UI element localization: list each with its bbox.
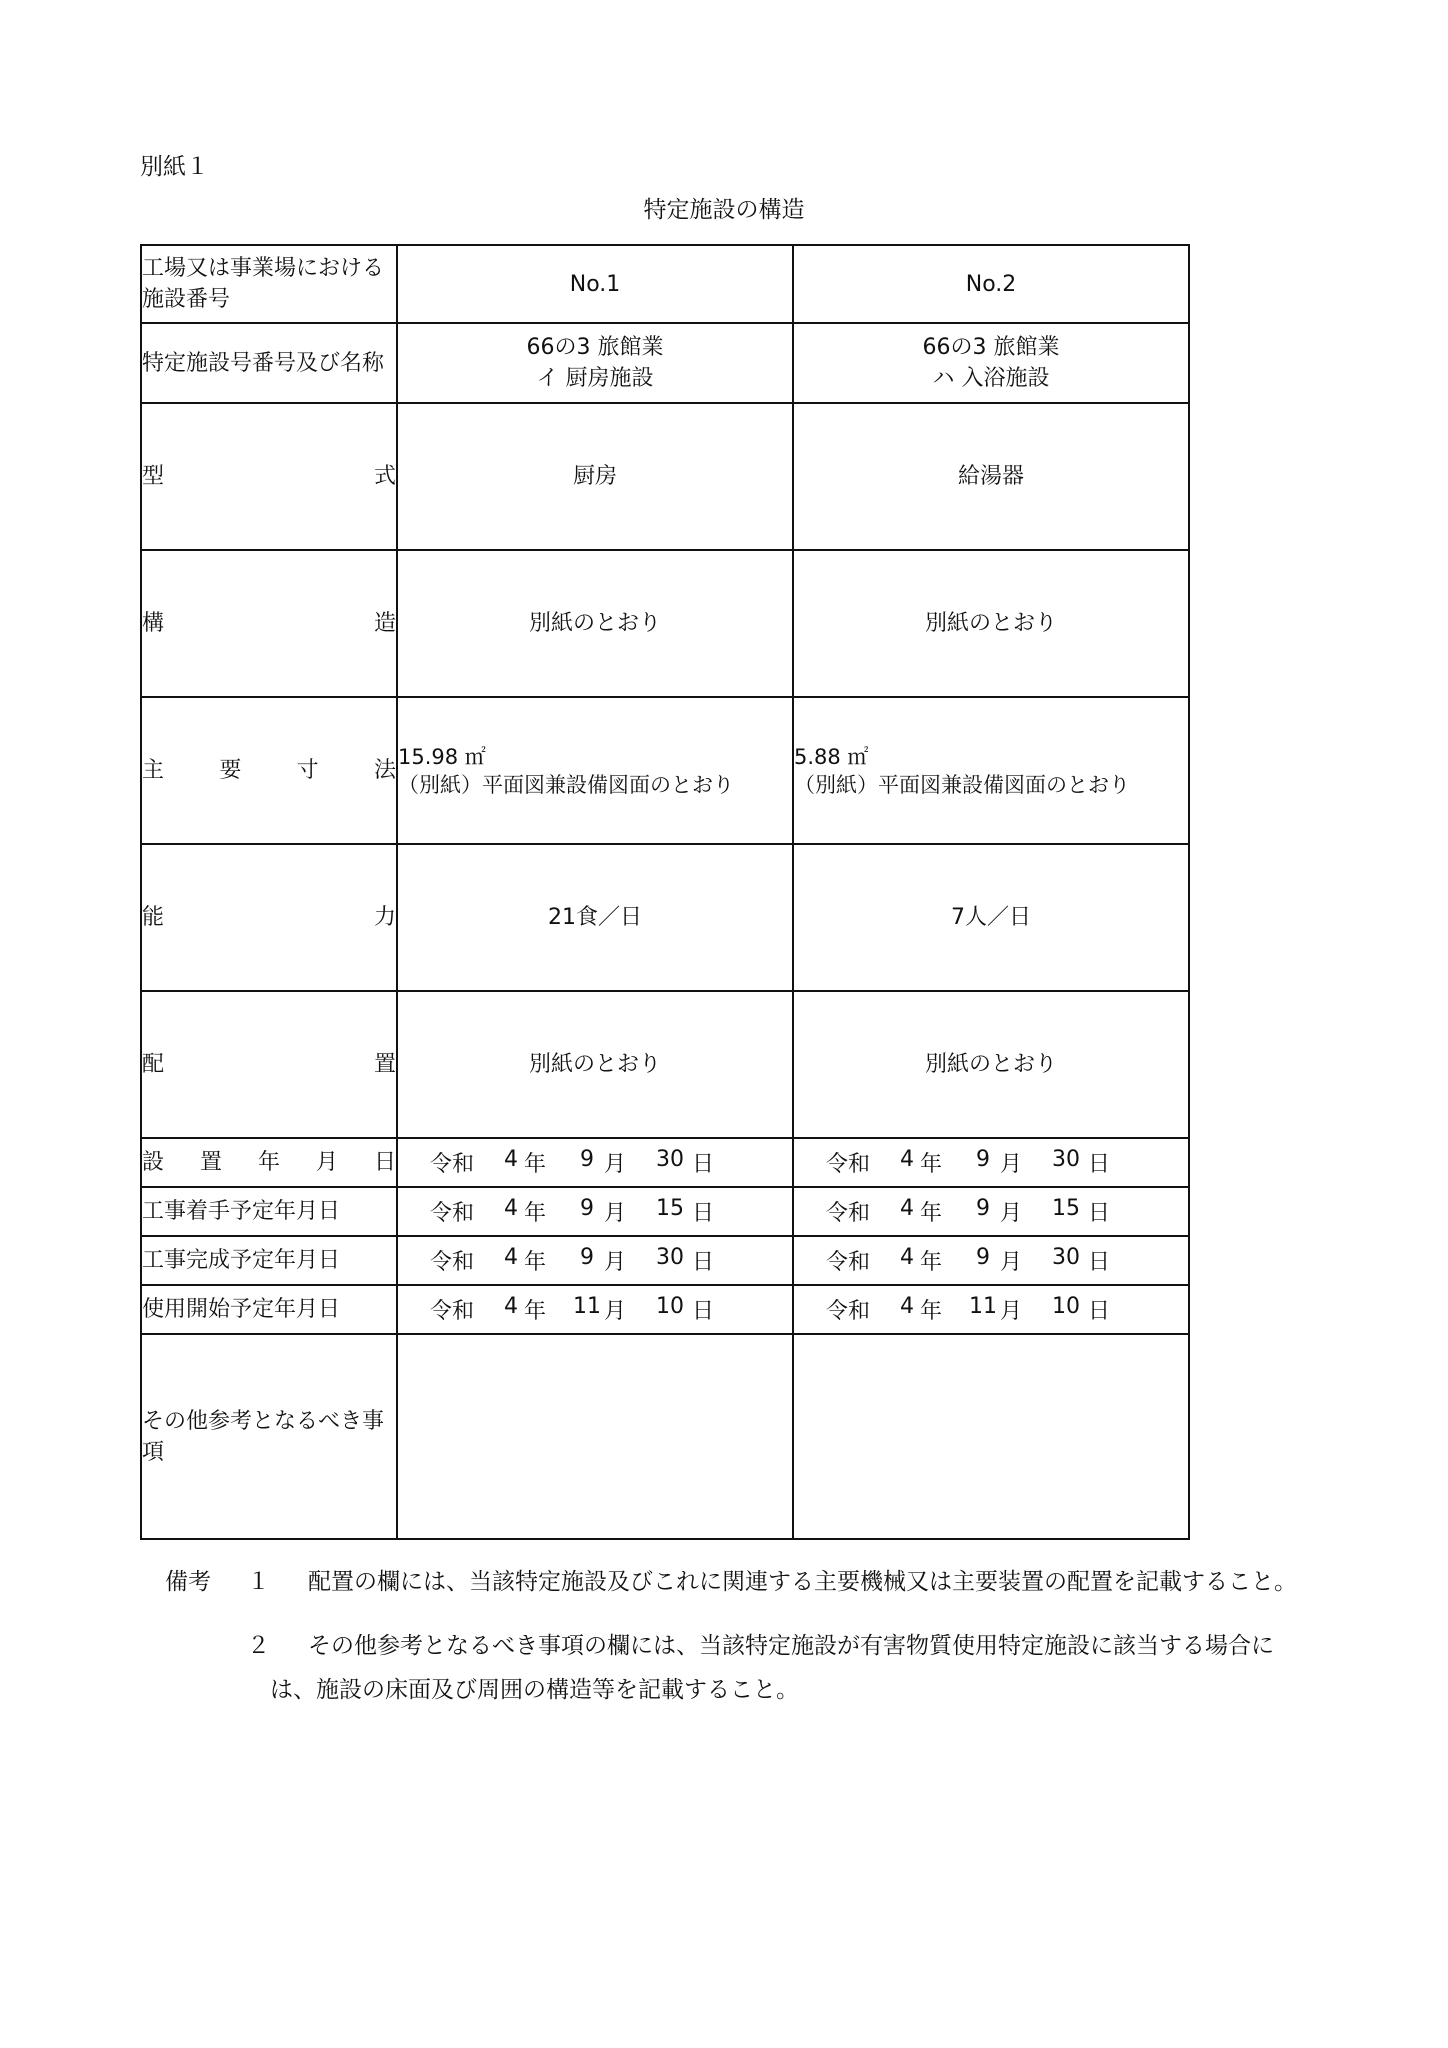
use-start-no1: [397, 1285, 793, 1334]
table-row-layout: [141, 991, 1189, 1138]
date-era: 令和: [826, 1201, 871, 1226]
remarks-heading: 備考: [165, 1569, 211, 1595]
type-no2: 給湯器: [793, 403, 1189, 550]
dimensions-label-char: 要: [219, 758, 242, 783]
structure-label-char: 構: [142, 611, 165, 636]
table-row-dimensions: [141, 697, 1189, 844]
type-label: [141, 403, 397, 550]
remark-item: [165, 1560, 1315, 1604]
install-date-label: [141, 1138, 397, 1187]
date-value: [794, 1147, 1188, 1178]
date-value: [398, 1294, 792, 1325]
dimensions-no2: [793, 697, 1189, 844]
dimensions-no1-area: 15.98 ㎡: [398, 744, 486, 769]
date-value: [398, 1147, 792, 1178]
dimensions-no2-note: （別紙）平面図兼設備図面のとおり: [794, 772, 1130, 797]
other-label: その他参考となるべき事項: [141, 1334, 397, 1539]
column-no1-header: No.1: [397, 245, 793, 323]
work-start-no1: [397, 1187, 793, 1236]
facility-name-no1-line1: 66の3 旅館業: [526, 335, 664, 360]
document-title: 特定施設の構造: [643, 197, 805, 223]
date-month: 11: [573, 1294, 601, 1319]
date-year-unit: 年: [920, 1152, 943, 1177]
date-month: 9: [580, 1147, 594, 1172]
date-day-unit: 日: [692, 1201, 715, 1226]
table-row-other: [141, 1334, 1189, 1539]
type-label-char: 型: [142, 464, 165, 489]
date-day: 30: [656, 1147, 684, 1172]
remark-number: ２: [247, 1633, 270, 1659]
install-date-label-char: 設: [142, 1150, 165, 1175]
layout-label-char: 配: [142, 1052, 165, 1077]
date-year-unit: 年: [524, 1201, 547, 1226]
date-year: 4: [504, 1147, 518, 1172]
dimensions-label-char: 法: [373, 758, 396, 783]
date-month-unit: 月: [1000, 1299, 1023, 1324]
type-label-char: 式: [373, 464, 396, 489]
date-era: 令和: [826, 1250, 871, 1275]
facility-name-no2-line2: ハ 入浴施設: [932, 366, 1050, 391]
structure-no2: 別紙のとおり: [793, 550, 1189, 697]
date-month-unit: 月: [604, 1299, 627, 1324]
date-month-unit: 月: [604, 1201, 627, 1226]
install-date-label-char: 日: [373, 1150, 396, 1175]
date-year-unit: 年: [920, 1250, 943, 1275]
install-date-label-char: 置: [199, 1150, 222, 1175]
date-month-unit: 月: [1000, 1152, 1023, 1177]
date-day: 30: [1052, 1245, 1080, 1270]
install-date-no2: [793, 1138, 1189, 1187]
date-value: [398, 1196, 792, 1227]
date-value: [794, 1196, 1188, 1227]
use-start-no2: [793, 1285, 1189, 1334]
table-row-structure: [141, 550, 1189, 697]
date-era: 令和: [430, 1299, 475, 1324]
facility-name-no1: [397, 323, 793, 403]
facility-number-label: 工場又は事業場における施設番号: [141, 245, 397, 323]
work-complete-no1: [397, 1236, 793, 1285]
date-year: 4: [504, 1294, 518, 1319]
date-month-unit: 月: [1000, 1201, 1023, 1226]
capacity-no2: 7人／日: [793, 844, 1189, 991]
table-row-install-date: [141, 1138, 1189, 1187]
structure-label-char: 造: [373, 611, 396, 636]
date-year: 4: [900, 1147, 914, 1172]
date-year: 4: [504, 1196, 518, 1221]
facility-name-no1-line2: イ 厨房施設: [536, 366, 654, 391]
date-month-unit: 月: [604, 1250, 627, 1275]
date-value: [794, 1294, 1188, 1325]
facility-name-no2-line1: 66の3 旅館業: [922, 335, 1060, 360]
dimensions-label-char: 主: [142, 758, 165, 783]
install-date-no1: [397, 1138, 793, 1187]
table-row-type: [141, 403, 1189, 550]
work-complete-no2: [793, 1236, 1189, 1285]
structure-label: [141, 550, 397, 697]
remark-item: [165, 1624, 1315, 1712]
date-era: 令和: [430, 1250, 475, 1275]
other-no1: [397, 1334, 793, 1539]
date-day: 30: [1052, 1147, 1080, 1172]
date-month: 9: [976, 1147, 990, 1172]
date-year: 4: [900, 1245, 914, 1270]
layout-label: [141, 991, 397, 1138]
date-day-unit: 日: [692, 1299, 715, 1324]
date-month: 11: [969, 1294, 997, 1319]
table-row-facility-name: [141, 323, 1189, 403]
date-value: [398, 1245, 792, 1276]
date-day-unit: 日: [1088, 1299, 1111, 1324]
type-no1: 厨房: [397, 403, 793, 550]
dimensions-no2-area: 5.88 ㎡: [794, 744, 869, 769]
facility-name-label: 特定施設号番号及び名称: [141, 323, 397, 403]
date-month-unit: 月: [604, 1152, 627, 1177]
date-year: 4: [900, 1294, 914, 1319]
date-era: 令和: [826, 1152, 871, 1177]
date-era: 令和: [826, 1299, 871, 1324]
other-no2: [793, 1334, 1189, 1539]
work-start-no2: [793, 1187, 1189, 1236]
date-day-unit: 日: [692, 1250, 715, 1275]
table-row-use-start: [141, 1285, 1189, 1334]
date-day: 15: [656, 1196, 684, 1221]
capacity-label-char: 力: [373, 905, 396, 930]
date-day: 10: [656, 1294, 684, 1319]
column-no2-header: No.2: [793, 245, 1189, 323]
capacity-no1: 21食／日: [397, 844, 793, 991]
use-start-label: 使用開始予定年月日: [141, 1285, 397, 1334]
install-date-label-char: 月: [315, 1150, 338, 1175]
date-era: 令和: [430, 1201, 475, 1226]
date-year: 4: [900, 1196, 914, 1221]
date-day-unit: 日: [692, 1152, 715, 1177]
dimensions-label-char: 寸: [296, 758, 319, 783]
layout-label-char: 置: [373, 1052, 396, 1077]
date-month: 9: [976, 1245, 990, 1270]
date-day: 10: [1052, 1294, 1080, 1319]
date-day: 15: [1052, 1196, 1080, 1221]
table-row-work-complete: [141, 1236, 1189, 1285]
date-value: [794, 1245, 1188, 1276]
remark-text: その他参考となるべき事項の欄には、当該特定施設が有害物質使用特定施設に該当する場合には、施設の床面及び周囲の構造等を記載すること。: [270, 1633, 1274, 1703]
attachment-label: 別紙１: [140, 154, 209, 180]
date-day-unit: 日: [1088, 1250, 1111, 1275]
date-era: 令和: [430, 1152, 475, 1177]
table-row-work-start: [141, 1187, 1189, 1236]
date-month-unit: 月: [1000, 1250, 1023, 1275]
dimensions-no1-note: （別紙）平面図兼設備図面のとおり: [398, 772, 734, 797]
date-day-unit: 日: [1088, 1152, 1111, 1177]
date-year-unit: 年: [920, 1201, 943, 1226]
work-complete-label: 工事完成予定年月日: [141, 1236, 397, 1285]
date-year-unit: 年: [524, 1250, 547, 1275]
date-year-unit: 年: [920, 1299, 943, 1324]
table-row-capacity: [141, 844, 1189, 991]
structure-no1: 別紙のとおり: [397, 550, 793, 697]
layout-no2: 別紙のとおり: [793, 991, 1189, 1138]
date-month: 9: [580, 1196, 594, 1221]
capacity-label-char: 能: [142, 905, 165, 930]
date-year: 4: [504, 1245, 518, 1270]
remark-number: １: [247, 1569, 270, 1595]
capacity-label: [141, 844, 397, 991]
facility-structure-table: [140, 244, 1190, 1540]
date-month: 9: [580, 1245, 594, 1270]
date-year-unit: 年: [524, 1299, 547, 1324]
date-day-unit: 日: [1088, 1201, 1111, 1226]
layout-no1: 別紙のとおり: [397, 991, 793, 1138]
date-year-unit: 年: [524, 1152, 547, 1177]
install-date-label-char: 年: [257, 1150, 280, 1175]
dimensions-label: [141, 697, 397, 844]
work-start-label: 工事着手予定年月日: [141, 1187, 397, 1236]
remark-text: 配置の欄には、当該特定施設及びこれに関連する主要機械又は主要装置の配置を記載すること。: [308, 1569, 1297, 1595]
date-month: 9: [976, 1196, 990, 1221]
table-row-facility-number: [141, 245, 1189, 323]
dimensions-no1: [397, 697, 793, 844]
date-day: 30: [656, 1245, 684, 1270]
facility-name-no2: [793, 323, 1189, 403]
remarks-section: [165, 1560, 1315, 1712]
